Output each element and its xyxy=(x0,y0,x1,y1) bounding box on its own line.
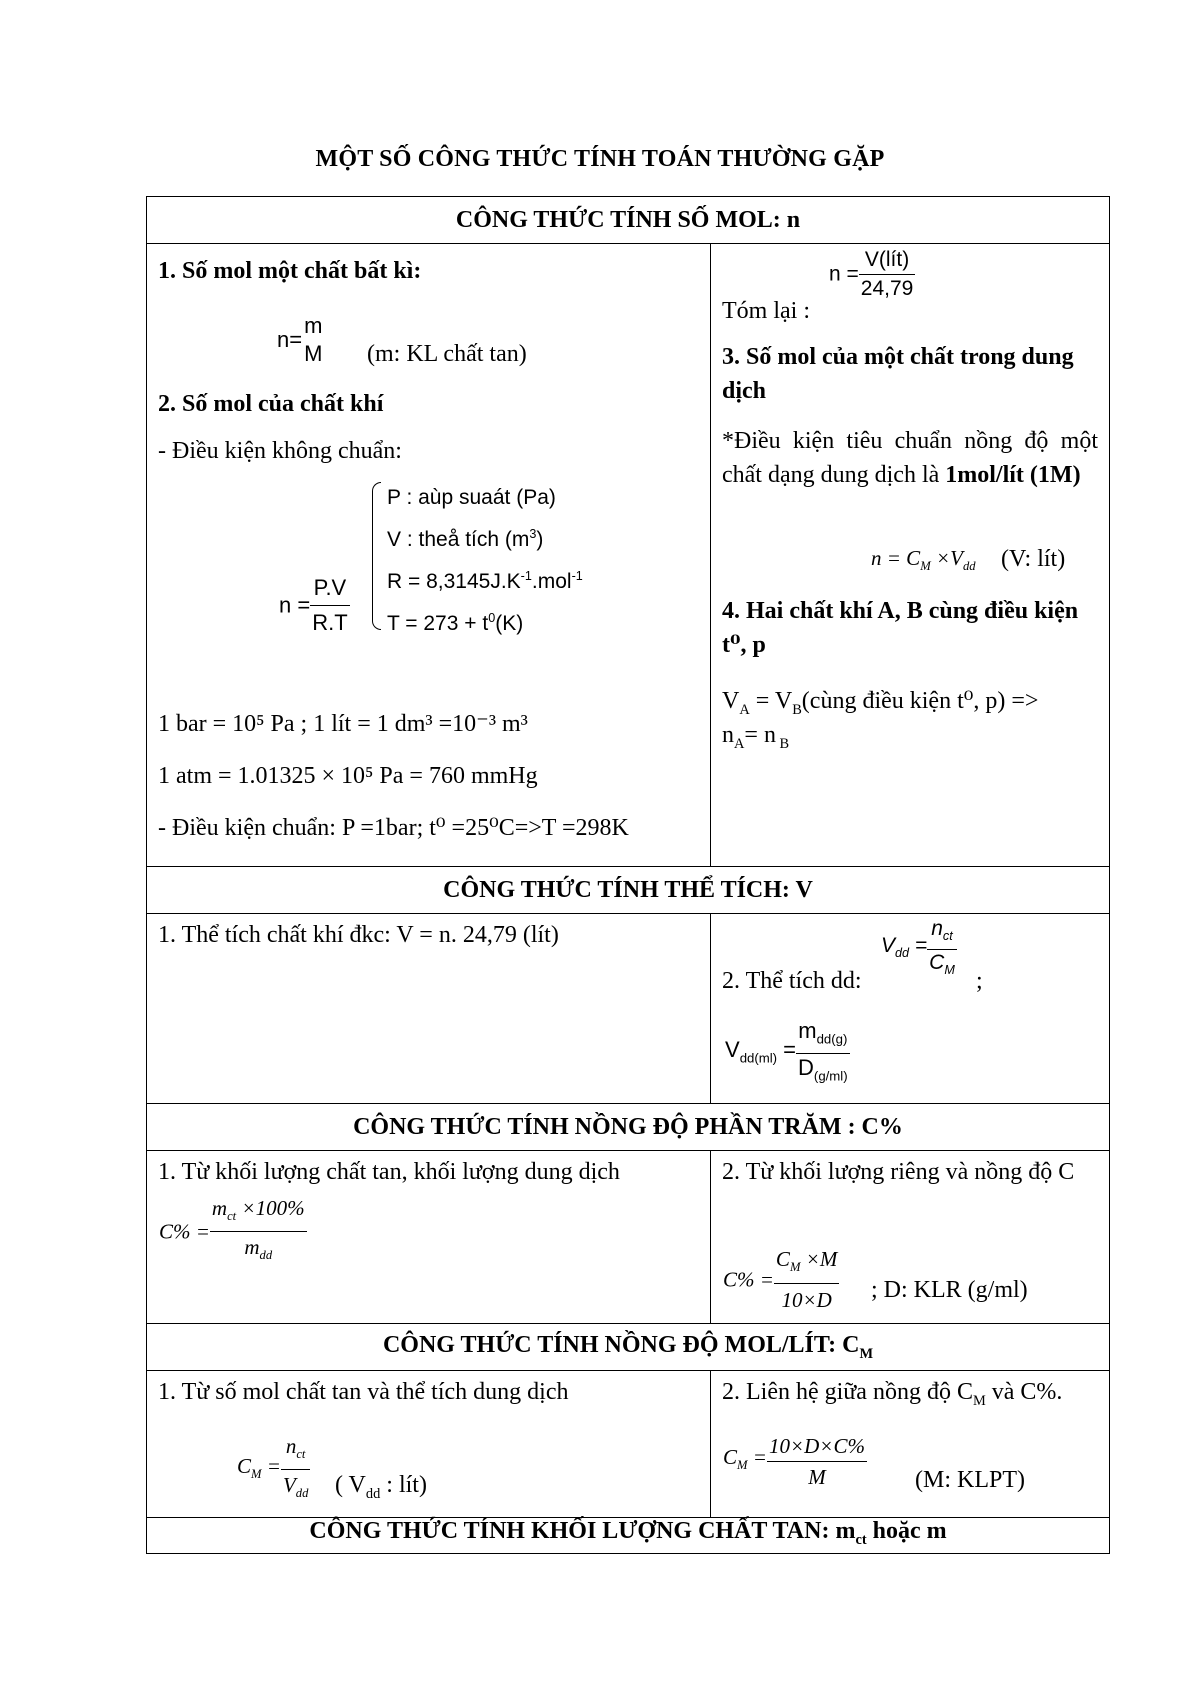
page-title: MỘT SỐ CÔNG THỨC TÍNH TOÁN THƯỜNG GẶP xyxy=(315,146,885,172)
percent-left-cell xyxy=(147,1151,711,1324)
brace-icon xyxy=(372,482,381,630)
condition-standard: - Điều kiện chuẩn: P =1bar; t⁰ =25⁰C=>T =298K xyxy=(158,815,629,841)
percent-right-text: 2. Từ khối lượng riêng và nồng độ C xyxy=(722,1159,1075,1185)
solution-volume-label: 2. Thể tích dd: xyxy=(722,968,862,994)
formula-cm-c-percent: $C_M$ = $\frac{10\times D\times C\%}{M}$ xyxy=(723,1431,867,1492)
molar-mass-note: (M: KLPT) xyxy=(915,1467,1025,1493)
item4-title: 4. Hai chất khí A, B cùng điều kiện t⁰, p xyxy=(722,598,1079,658)
formula-cm-nct-vdd: $C_M$ = $\frac{n_{ct}}{V_{dd}}$ xyxy=(237,1431,310,1508)
gas-variable-list: P : aùp suaát (Pa) V : theå tích $(m^3)$ $R = 8,3145J.K^{-1}.mol^{-1}$ $T = 273 + t^0(K)$ xyxy=(387,486,583,635)
formula-ideal-gas: n = $\frac{P.V}{R.T}$ xyxy=(279,571,350,640)
formula-vdd-mdd-d: $V_{dd(ml)}$ = $\frac{m_{dd(g)}}{D_{(g/ml)}}$ xyxy=(725,1018,848,1084)
molar-left-text: 1. Từ số mol chất tan và thể tích dung dịch xyxy=(158,1379,569,1405)
gas-volume-text: 1. Thể tích chất khí đkc: V = n. 24,79 (lít) xyxy=(158,922,559,948)
item3-title: 3. Số mol của một chất trong dung dịch xyxy=(722,344,1074,404)
item4-line2: $n_A= n$ $_B$ xyxy=(722,722,790,752)
molar-right-text: 2. Liên hệ giữa nồng độ $C_M$ và C%. xyxy=(722,1379,1063,1409)
section-header-mass: CÔNG THỨC TÍNH KHỐI LƯỢNG CHẤT TAN: $m_{ct}$ hoặc m xyxy=(147,1518,1110,1554)
section-header-molar: CÔNG THỨC TÍNH NỒNG ĐỘ MOL/LÍT: $C_M$ xyxy=(147,1324,1110,1371)
percent-right-cell xyxy=(711,1151,1110,1324)
molar-left-cell xyxy=(147,1371,711,1518)
vdd-unit-note: ( $V_{dd}$ : lít) xyxy=(335,1472,427,1502)
item2-title: 2. Số mol của chất khí xyxy=(158,391,384,417)
molar-right-cell xyxy=(711,1371,1110,1518)
formula-table xyxy=(146,196,1109,1554)
formula-vdd-nct-cm: $V_{dd}$ = $\frac{n_{ct}}{C_M}$ xyxy=(881,917,955,978)
formula-summary: n = $\frac{\text{V(lít)}}{24,79}$ xyxy=(829,248,914,300)
unit-conversion-2: 1 atm = 1.01325 × 10⁵ Pa = 760 mmHg xyxy=(158,763,538,789)
formula-separator: ; xyxy=(976,968,983,994)
mol-right-cell xyxy=(711,244,1110,867)
formula3-note: (V: lít) xyxy=(1001,546,1066,572)
item1-title: 1. Số mol một chất bất kì: xyxy=(158,258,422,284)
item3-text: *Điều kiện tiêu chuẩn nồng độ một chất dạng dung dịch là 1mol/lít (1M) xyxy=(722,428,1098,488)
condition-nonstandard: - Điều kiện không chuẩn: xyxy=(158,438,402,464)
formula1-note: (m: KL chất tan) xyxy=(367,341,527,367)
formula-n-cm-vdd: $n = C_M \times V_{dd}$ xyxy=(871,546,976,574)
summary-label: Tóm lại : xyxy=(722,298,810,324)
mol-left-cell xyxy=(147,244,711,867)
percent-left-text: 1. Từ khối lượng chất tan, khối lượng dung dịch xyxy=(158,1159,620,1185)
volume-right-cell xyxy=(711,914,1110,1104)
formula-c-percent-mass: C% = $\frac{m_{ct} \times 100\%}{m_{dd}}$ xyxy=(159,1193,307,1270)
density-note: ; D: KLR (g/ml) xyxy=(871,1277,1028,1303)
unit-conversion-1: 1 bar = 10⁵ Pa ; 1 lít = 1 dm³ =10⁻³ m³ xyxy=(158,711,528,737)
section-header-mol: CÔNG THỨC TÍNH SỐ MOL: n xyxy=(147,197,1110,244)
volume-left-cell xyxy=(147,914,711,1104)
section-header-percent: CÔNG THỨC TÍNH NỒNG ĐỘ PHẦN TRĂM : C% xyxy=(147,1104,1110,1151)
section-header-volume: CÔNG THỨC TÍNH THỂ TÍCH: V xyxy=(147,867,1110,914)
formula-c-percent-cm: C% = $\frac{C_M \times M}{10\times D}$ xyxy=(723,1243,839,1316)
item4-line1: $V_A$ = $V_B(cùng$ điều kiện t⁰, p) => xyxy=(722,688,1039,718)
formula-n-m-over-M: n= m M xyxy=(277,313,323,366)
